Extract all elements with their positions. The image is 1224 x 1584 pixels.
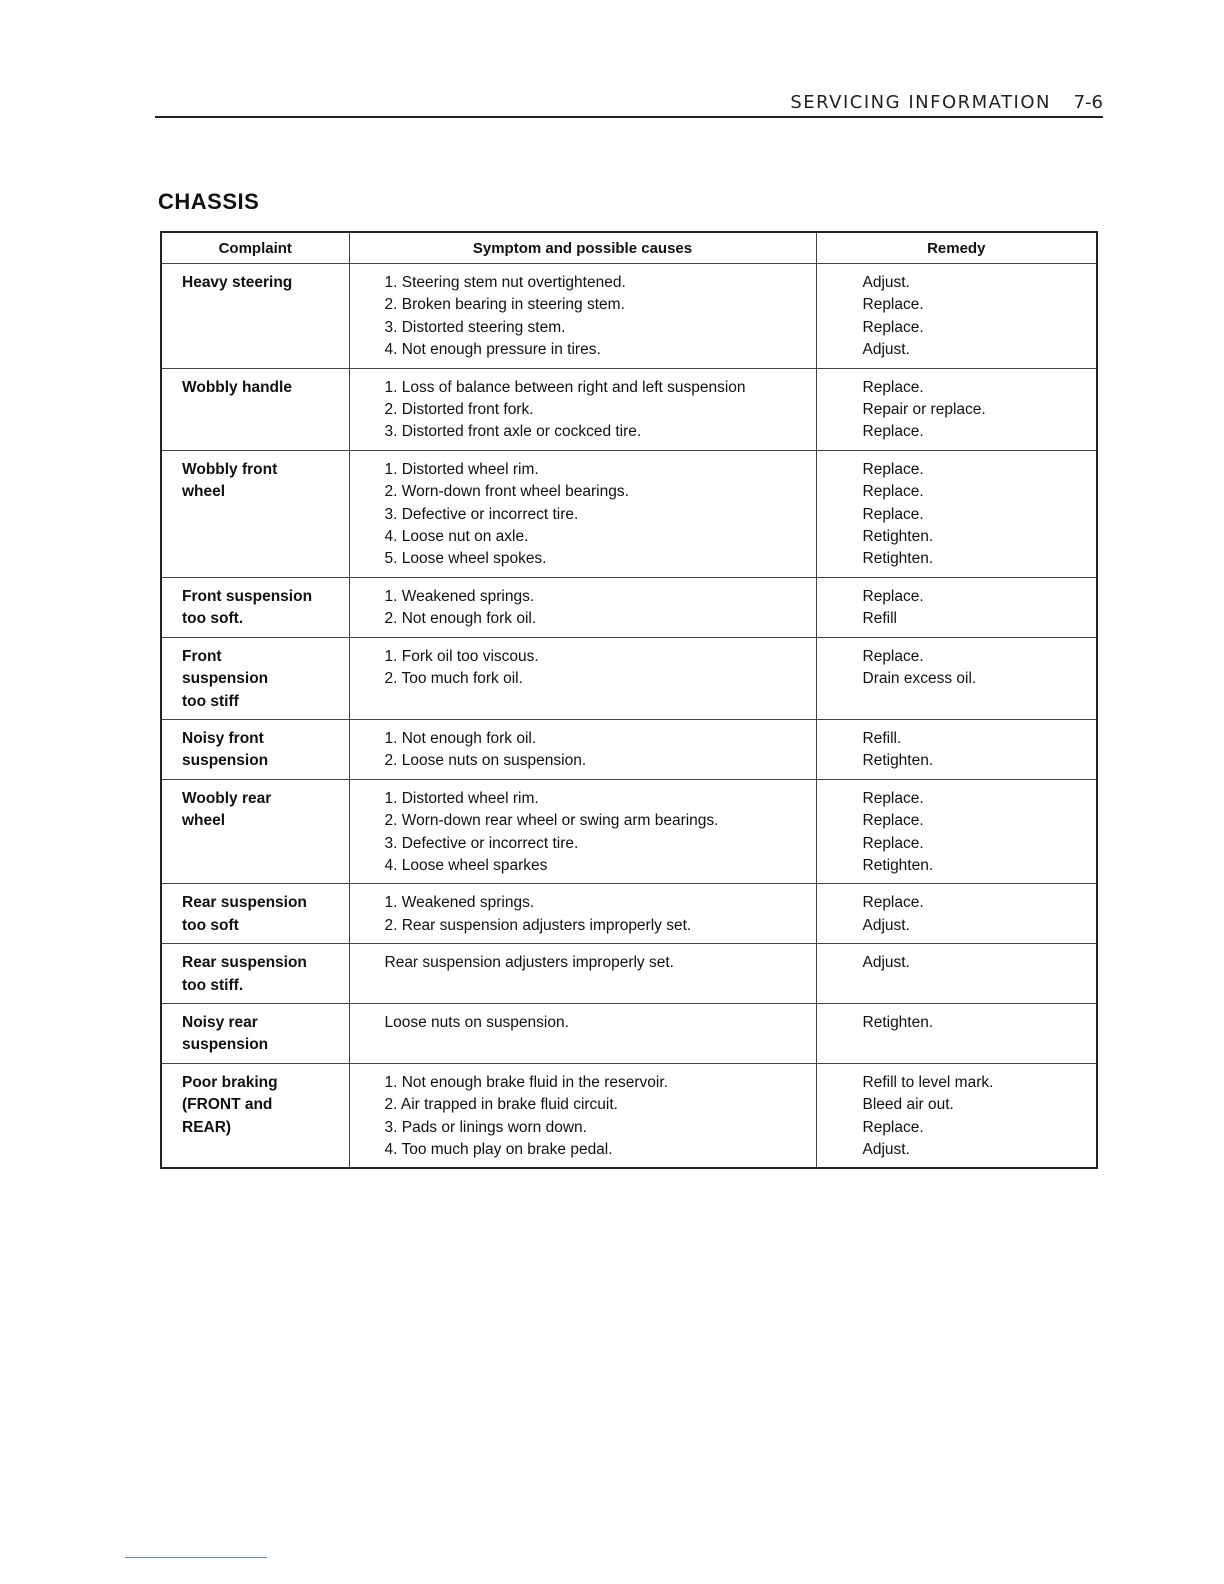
complaint-line: too stiff: [182, 692, 239, 710]
complaint-cell: [161, 884, 349, 944]
remedy-line: Replace.: [862, 483, 924, 501]
causes-cell: [349, 637, 816, 719]
remedy-line: Adjust.: [862, 916, 910, 934]
causes-line: 3. Distorted steering stem.: [384, 318, 566, 336]
causes-line: 4. Loose nut on axle.: [384, 528, 529, 546]
causes-cell: [349, 450, 816, 577]
remedy-line: Replace.: [862, 1118, 924, 1136]
remedy-cell: [816, 450, 1097, 577]
complaint-line: Wobbly handle: [182, 378, 292, 396]
table-row: [161, 719, 1097, 779]
causes-line: 2. Rear suspension adjusters improperly set.: [384, 916, 692, 934]
remedy-line: Retighten.: [862, 528, 934, 546]
causes-line: 2. Loose nuts on suspension.: [384, 752, 587, 770]
causes-cell: [349, 779, 816, 884]
remedy-cell: [816, 1003, 1097, 1063]
remedy-line: Adjust.: [862, 1141, 910, 1158]
remedy-cell: [816, 637, 1097, 719]
table-body: [161, 264, 1097, 1169]
remedy-line: Adjust.: [862, 274, 910, 291]
causes-line: 1. Weakened springs.: [384, 587, 535, 605]
complaint-cell: [161, 450, 349, 577]
column-header-remedy: Remedy: [816, 232, 1097, 264]
causes-line: 2. Distorted front fork.: [384, 401, 534, 419]
remedy-line: Replace.: [862, 505, 924, 523]
causes-line: 1. Steering stem nut overtightened.: [384, 274, 626, 291]
causes-line: 1. Fork oil too viscous.: [384, 647, 539, 665]
causes-line: 3. Defective or incorrect tire.: [384, 834, 579, 852]
causes-line: 1. Weakened springs.: [384, 894, 535, 912]
causes-line: 3. Distorted front axle or cockced tire.: [384, 423, 642, 441]
remedy-line: Repair or replace.: [862, 401, 986, 419]
remedy-line: Adjust.: [862, 341, 910, 359]
complaint-line: too soft: [182, 916, 239, 934]
causes-line: Loose nuts on suspension.: [384, 1013, 569, 1031]
table-row: [161, 779, 1097, 884]
remedy-line: Refill to level mark.: [862, 1073, 994, 1091]
causes-line: 2. Worn-down rear wheel or swing arm bearings.: [384, 812, 719, 830]
remedy-line: Replace.: [862, 587, 924, 605]
complaint-line: Rear suspension: [182, 954, 307, 972]
complaint-line: Rear suspension: [182, 894, 307, 912]
causes-line: Rear suspension adjusters improperly set.: [384, 954, 674, 972]
causes-cell: [349, 944, 816, 1004]
remedy-line: Replace.: [862, 894, 924, 912]
remedy-line: Refill.: [862, 729, 902, 747]
causes-line: 2. Not enough fork oil.: [384, 610, 537, 628]
complaint-line: suspension: [182, 752, 269, 770]
complaint-cell: [161, 944, 349, 1004]
complaint-line: suspension: [182, 1036, 269, 1054]
causes-line: 5. Loose wheel spokes.: [384, 550, 547, 568]
causes-line: 2. Too much fork oil.: [384, 670, 523, 688]
causes-cell: [349, 1063, 816, 1168]
remedy-cell: [816, 368, 1097, 450]
page-number: 7-6: [1073, 92, 1103, 113]
complaint-line: Wobbly front: [182, 460, 278, 478]
section-title: CHASSIS: [158, 189, 260, 214]
complaint-line: wheel: [182, 812, 226, 830]
causes-line: 2. Broken bearing in steering stem.: [384, 296, 625, 314]
remedy-line: Replace.: [862, 423, 924, 441]
complaint-line: too stiff.: [182, 976, 244, 994]
causes-line: 2. Air trapped in brake fluid circuit.: [384, 1096, 618, 1114]
remedy-line: Adjust.: [862, 954, 910, 972]
remedy-line: Replace.: [862, 834, 924, 852]
table-row: [161, 637, 1097, 719]
complaint-line: (FRONT and: [182, 1096, 273, 1114]
causes-cell: [349, 1003, 816, 1063]
causes-line: 2. Worn-down front wheel bearings.: [384, 483, 629, 501]
causes-line: 1. Not enough fork oil.: [384, 729, 537, 747]
table-header-row: [161, 232, 1097, 264]
complaint-line: Woobly rear: [182, 789, 272, 807]
table-row: [161, 1003, 1097, 1063]
causes-line: 4. Too much play on brake pedal.: [384, 1141, 613, 1158]
remedy-cell: [816, 719, 1097, 779]
remedy-line: Refill: [862, 610, 897, 628]
causes-line: 4. Loose wheel sparkes: [384, 856, 548, 874]
remedy-cell: [816, 944, 1097, 1004]
causes-line: 3. Pads or linings worn down.: [384, 1118, 587, 1136]
complaint-line: REAR): [182, 1118, 232, 1136]
remedy-line: Replace.: [862, 296, 924, 314]
causes-line: 1. Distorted wheel rim.: [384, 460, 539, 478]
page-header: [155, 88, 1103, 118]
causes-cell: [349, 719, 816, 779]
remedy-line: Retighten.: [862, 550, 934, 568]
causes-cell: [349, 577, 816, 637]
causes-line: 1. Loss of balance between right and left suspension: [384, 378, 746, 396]
complaint-line: Front suspension: [182, 587, 313, 605]
causes-line: 4. Not enough pressure in tires.: [384, 341, 601, 359]
remedy-line: Bleed air out.: [862, 1096, 954, 1114]
remedy-cell: [816, 884, 1097, 944]
table-row: [161, 264, 1097, 369]
remedy-line: Replace.: [862, 318, 924, 336]
complaint-cell: [161, 368, 349, 450]
remedy-cell: [816, 577, 1097, 637]
complaint-line: suspension: [182, 670, 269, 688]
causes-line: 3. Defective or incorrect tire.: [384, 505, 579, 523]
troubleshooting-table: [160, 231, 1098, 1169]
complaint-line: Front: [182, 647, 222, 665]
complaint-cell: [161, 779, 349, 884]
remedy-cell: [816, 264, 1097, 369]
complaint-cell: [161, 264, 349, 369]
causes-cell: [349, 884, 816, 944]
remedy-line: Drain excess oil.: [862, 670, 977, 688]
complaint-line: too soft.: [182, 610, 244, 628]
remedy-line: Replace.: [862, 460, 924, 478]
remedy-line: Replace.: [862, 647, 924, 665]
complaint-cell: [161, 577, 349, 637]
remedy-cell: [816, 779, 1097, 884]
header-title: SERVICING INFORMATION: [790, 92, 1051, 113]
complaint-cell: [161, 1063, 349, 1168]
table-row: [161, 577, 1097, 637]
column-header-causes: Symptom and possible causes: [349, 232, 816, 264]
column-header-complaint: Complaint: [161, 232, 349, 264]
complaint-cell: [161, 1003, 349, 1063]
complaint-line: wheel: [182, 483, 226, 501]
causes-line: 1. Not enough brake fluid in the reservoir.: [384, 1073, 668, 1091]
table-row: [161, 368, 1097, 450]
causes-cell: [349, 264, 816, 369]
remedy-line: Replace.: [862, 378, 924, 396]
complaint-cell: [161, 637, 349, 719]
complaint-line: Poor braking: [182, 1073, 278, 1091]
remedy-line: Retighten.: [862, 856, 934, 874]
remedy-line: Retighten.: [862, 1013, 934, 1031]
complaint-line: Noisy rear: [182, 1013, 258, 1031]
complaint-cell: [161, 719, 349, 779]
remedy-cell: [816, 1063, 1097, 1168]
causes-line: 1. Distorted wheel rim.: [384, 789, 539, 807]
table-row: [161, 944, 1097, 1004]
complaint-line: Noisy front: [182, 729, 264, 747]
table-row: [161, 1063, 1097, 1168]
causes-cell: [349, 368, 816, 450]
table-row: [161, 884, 1097, 944]
footer-rule: [125, 1557, 267, 1558]
complaint-line: Heavy steering: [182, 274, 293, 291]
remedy-line: Replace.: [862, 789, 924, 807]
remedy-line: Replace.: [862, 812, 924, 830]
table-row: [161, 450, 1097, 577]
remedy-line: Retighten.: [862, 752, 934, 770]
